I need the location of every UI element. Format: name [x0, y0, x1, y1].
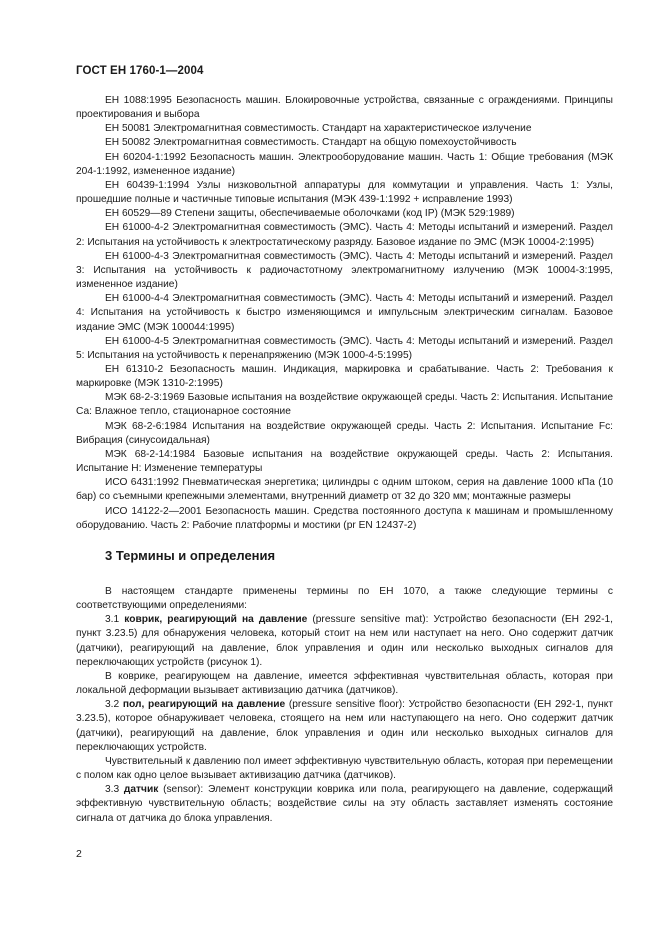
reference-item: МЭК 68-2-14:1984 Базовые испытания на воздействие окружающей среды. Часть 2: Испытания. Испытание Н: Изменение температуры [76, 448, 613, 475]
reference-item: МЭК 68-2-6:1984 Испытания на воздействие окружающей среды. Часть 2: Испытания. Испытание Fc: Вибрация (синусоидальная) [76, 420, 613, 446]
term-text: (sensor): Элемент конструкции коврика или пола, реагирующего на давление, содержащий эффективную чувствительную область; воздействие силы на эту область заставляет изменять состояние сигнала от датчика до блока управления. [76, 784, 613, 824]
term-text: (pressure sensitive mat): Устройство безопасности (ЕН 292-1, пункт 3.23.5) для обнаружения человека, который стоит на нем или наступает на него. Оно содержит датчик (датчики), реагирующий на давление, блок управления и один или несколько выходных сигналов для переключающих устройств (рисунок 1). [76, 614, 613, 668]
reference-item: ЕН 61000-4-4 Электромагнитная совместимость (ЭМС). Часть 4: Методы испытаний и измерений. Раздел 4: Испытания на устойчивость к быстро изменяющимся и импульсным электрическим сигналам. Базовое издание ЭМС (МЭК 100044:1995) [76, 293, 613, 333]
term-name: датчик [123, 784, 159, 796]
term-definition [76, 783, 613, 825]
term-note: Чувствительный к давлению пол имеет эффективную чувствительную область, которая при перемещении с полом как одно целое вызывает активизацию датчика (датчиков). [76, 755, 613, 782]
term-text: (pressure sensitive floor): Устройство безопасности (ЕН 292-1, пункт 3.23.5), которое обнаруживает человека, стоящего на нем или наступающего на него. Оно содержит датчик (датчики), реагирующий на давление, блок управления и один или несколько выходных сигналов для переключающих устройств. [76, 699, 613, 753]
reference-item: ЕН 50081 Электромагнитная совместимость. Стандарт на характеристическое излучение [105, 123, 532, 135]
reference-item: ЕН 50082 Электромагнитная совместимость. Стандарт на общую помехоустойчивость [105, 137, 517, 149]
reference-item: ЕН 61000-4-2 Электромагнитная совместимость (ЭМС). Часть 4: Методы испытаний и измерений. Раздел 2: Испытания на устойчивость к электростатическому разряду. Базовое издание по ЭМС (МЭК 10004-2:1995) [76, 222, 613, 248]
term-definition [76, 698, 613, 755]
reference-item: ЕН 61310-2 Безопасность машин. Индикация, маркировка и срабатывание. Часть 2: Требования к маркировке (МЭК 1310-2:1995) [76, 363, 613, 390]
reference-item: ИСО 6431:1992 Пневматическая энергетика; цилиндры с одним штоком, серия на давление 1000 кПа (10 бар) со съемными крепежными элементами, внутренний диаметр от 32 до 320 мм; монтажные размеры [76, 477, 613, 503]
term-number: 3.2 [105, 699, 120, 711]
term-number: 3.1 [105, 614, 120, 626]
reference-item: ИСО 14122-2—2001 Безопасность машин. Средства постоянного доступа к машинам и промышленному оборудованию. Часть 2: Рабочие платформы и мостики (pr EN 12437-2) [76, 505, 613, 531]
page-body [76, 94, 613, 826]
term-number: 3.3 [105, 784, 120, 796]
reference-item: ЕН 60439-1:1994 Узлы низковольтной аппаратуры для коммутации и управления. Часть 1: Узлы, прошедшие полные и частичные типовые испытания (МЭК 439-1:1992 + исправление 1993) [76, 179, 613, 206]
term-name: коврик, реагирующий на давление [124, 614, 308, 626]
page-number: 2 [76, 848, 82, 860]
reference-item: ЕН 60529—89 Степени защиты, обеспечиваемые оболочками (код IP) (МЭК 529:1989) [105, 208, 515, 220]
reference-item: ЕН 1088:1995 Безопасность машин. Блокировочные устройства, связанные с ограждениями. Принципы проектирования и выбора [76, 95, 613, 121]
section-title: 3 Термины и определения [105, 547, 276, 563]
term-note: В коврике, реагирующем на давление, имеется эффективная чувствительная область, которая при локальной деформации вызывает активизацию датчика (датчиков). [76, 670, 613, 697]
term-name: пол, реагирующий на давление [122, 699, 286, 711]
section-intro: В настоящем стандарте применены термины по ЕН 1070, а также следующие термины с соответствующими определениями: [76, 586, 613, 612]
reference-item: МЭК 68-2-3:1969 Базовые испытания на воздействие окружающей среды. Часть 2: Испытания. Испытание Са: Влажное тепло, стационарное состояние [76, 392, 613, 418]
reference-item: ЕН 61000-4-5 Электромагнитная совместимость (ЭМС). Часть 4: Методы испытаний и измерений. Раздел 5: Испытания на устойчивость к перенапряжению (МЭК 1000-4-5:1995) [76, 335, 613, 361]
reference-item: ЕН 61000-4-3 Электромагнитная совместимость (ЭМС). Часть 4: Методы испытаний и измерений. Раздел 3: Испытания на устойчивость к радиочастотному электромагнитному излучению (МЭК 10004-3:1995, измененное издание) [76, 250, 613, 291]
term-definition [76, 613, 613, 670]
standard-header: ГОСТ ЕН 1760-1—2004 [76, 65, 204, 77]
reference-item: ЕН 60204-1:1992 Безопасность машин. Электрооборудование машин. Часть 1: Общие требования (МЭК 204-1:1992, измененное издание) [76, 151, 613, 177]
